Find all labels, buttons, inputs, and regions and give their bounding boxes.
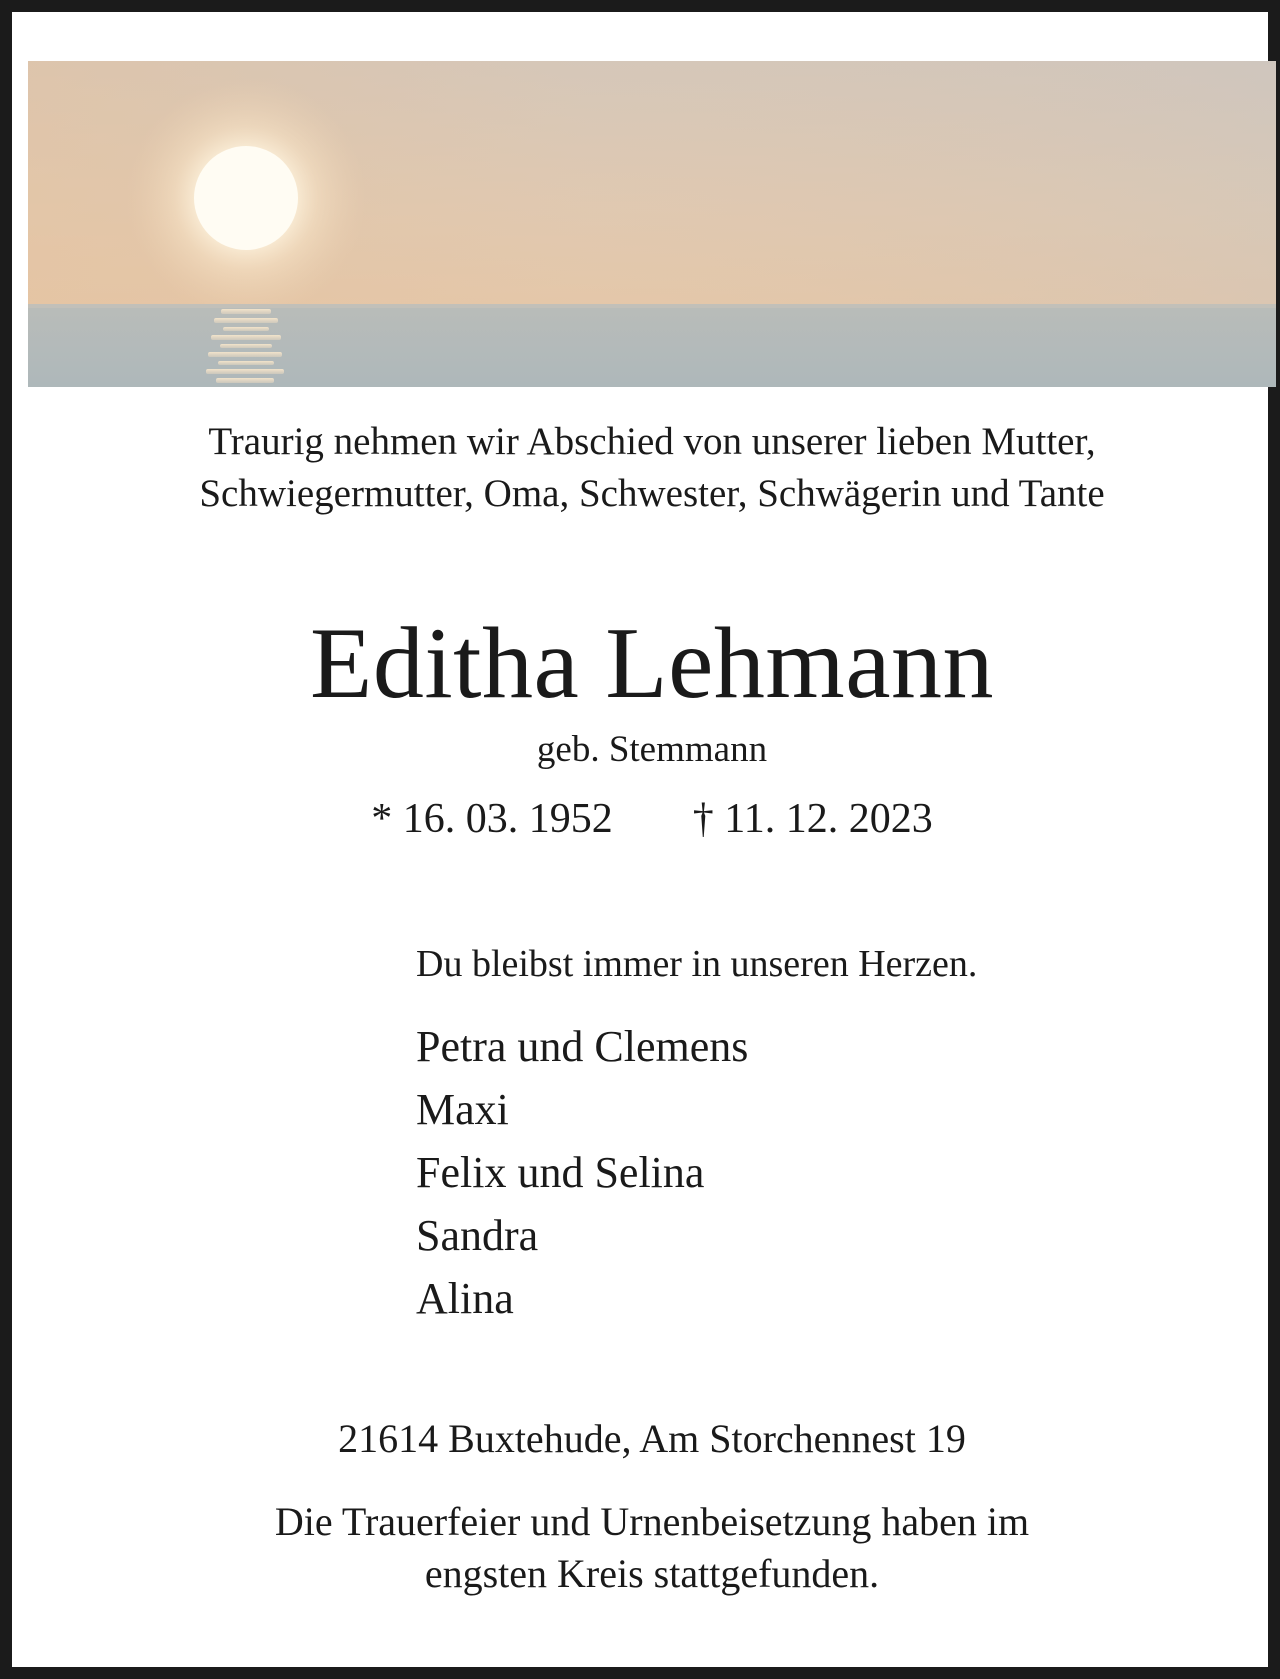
ceremony-line-1: Die Trauerfeier und Urnenbeisetzung haben im — [274, 1499, 1030, 1544]
deceased-name: Editha Lehmann — [310, 607, 994, 720]
ceremony-note — [12, 1496, 1280, 1600]
mourners-list — [416, 1015, 748, 1330]
ceremony-line-2: engsten Kreis stattgefunden. — [424, 1551, 880, 1596]
mourner-item: Felix und Selina — [416, 1148, 705, 1197]
sunset-over-sea-image — [28, 61, 1276, 387]
mourner-item: Sandra — [416, 1211, 539, 1260]
family-address: 21614 Buxtehude, Am Storchennest 19 — [338, 1416, 966, 1461]
mourner-item: Maxi — [416, 1085, 509, 1134]
intro-line-1: Traurig nehmen wir Abschied von unserer lieben Mutter, — [208, 420, 1096, 463]
mourner-item: Alina — [416, 1274, 514, 1323]
intro-text — [12, 416, 1280, 520]
memorial-motto: Du bleibst immer in unseren Herzen. — [416, 943, 978, 985]
life-dates — [12, 793, 1280, 845]
intro-line-2: Schwiegermutter, Oma, Schwester, Schwägerin und Tante — [199, 472, 1105, 515]
death-date: † 11. 12. 2023 — [692, 796, 933, 842]
mourner-item: Petra und Clemens — [416, 1022, 749, 1071]
maiden-name: geb. Stemmann — [536, 729, 768, 770]
birth-date: * 16. 03. 1952 — [371, 796, 613, 842]
